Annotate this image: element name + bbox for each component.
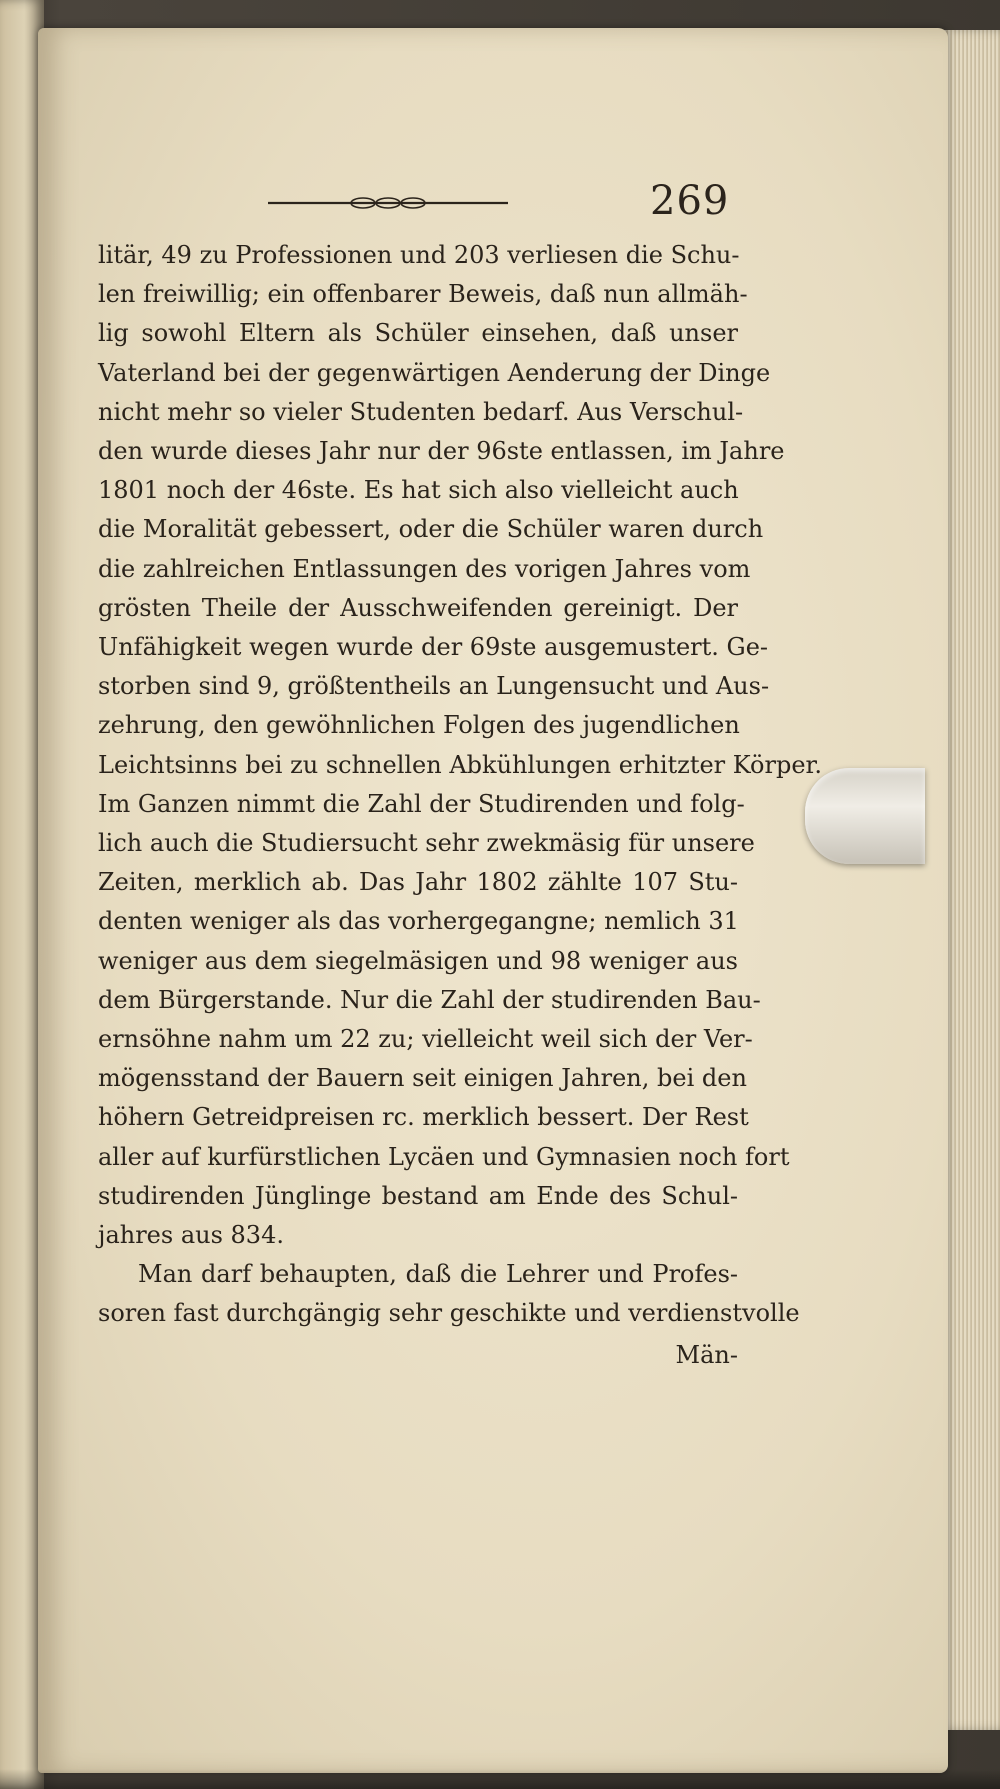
text-line: aller auf kurfürstlichen Lycäen und Gymnasien noch fort — [98, 1142, 790, 1171]
text-line: Im Ganzen nimmt die Zahl der Studirenden und folg- — [98, 789, 745, 818]
bottom-shadow — [0, 1769, 1000, 1789]
text-line: Vaterland bei der gegenwärtigen Aenderung der Dinge — [98, 358, 771, 387]
text-line: Man darf behaupten, daß die Lehrer und Profes- — [138, 1260, 738, 1289]
text-line: nicht mehr so vieler Studenten bedarf. Aus Verschul- — [98, 397, 744, 426]
catchword: Män- — [675, 1340, 738, 1369]
text-line: Leichtsinns bei zu schnellen Abkühlungen erhitzter Körper. — [98, 750, 823, 779]
text-line: lig sowohl Eltern als Schüler einsehen, daß unser — [98, 319, 738, 348]
text-line: weniger aus dem siegelmäsigen und 98 weniger aus — [98, 946, 738, 975]
text-line: soren fast durchgängig sehr geschikte und verdienstvolle — [98, 1299, 800, 1328]
book-page — [38, 28, 948, 1773]
text-line: denten weniger als das vorhergegangne; nemlich 31 — [98, 907, 739, 936]
text-line: die zahlreichen Entlassungen des vorigen Jahres vom — [98, 554, 751, 583]
text-line: jahres aus 834. — [98, 1221, 284, 1250]
text-line: den wurde dieses Jahr nur der 96ste entlassen, im Jahre — [98, 437, 785, 466]
text-line: höhern Getreidpreisen rc. merklich bessert. Der Rest — [98, 1103, 749, 1132]
text-line: mögensstand der Bauern seit einigen Jahren, bei den — [98, 1064, 747, 1093]
text-line: grösten Theile der Ausschweifenden gereinigt. Der — [98, 593, 738, 622]
bookmark-tab — [805, 768, 925, 864]
body-text — [98, 236, 823, 1375]
text-line: zehrung, den gewöhnlichen Folgen des jugendlichen — [98, 711, 740, 740]
text-line: dem Bürgerstande. Nur die Zahl der studirenden Bau- — [98, 985, 761, 1014]
text-line: 1801 noch der 46ste. Es hat sich also vielleicht auch — [98, 476, 739, 505]
text-line: Zeiten, merklich ab. Das Jahr 1802 zählte 107 Stu- — [98, 868, 738, 897]
text-line: litär, 49 zu Professionen und 203 verliesen die Schu- — [98, 241, 740, 269]
text-line: die Moralität gebessert, oder die Schüler waren durch — [98, 515, 764, 544]
text-line: lich auch die Studiersucht sehr zwekmäsig für unsere — [98, 829, 755, 858]
text-line: studirenden Jünglinge bestand am Ende des Schul- — [98, 1181, 738, 1210]
text-line: len freiwillig; ein offenbarer Beweis, daß nun allmäh- — [98, 280, 748, 309]
header-ornament-rule — [268, 193, 508, 213]
page-number: 269 — [650, 178, 730, 224]
text-line: storben sind 9, größtentheils an Lungensucht und Aus- — [98, 672, 770, 701]
text-line: ernsöhne nahm um 22 zu; vielleicht weil sich der Ver- — [98, 1025, 753, 1054]
text-line: Unfähigkeit wegen wurde der 69ste ausgemustert. Ge- — [98, 633, 769, 662]
